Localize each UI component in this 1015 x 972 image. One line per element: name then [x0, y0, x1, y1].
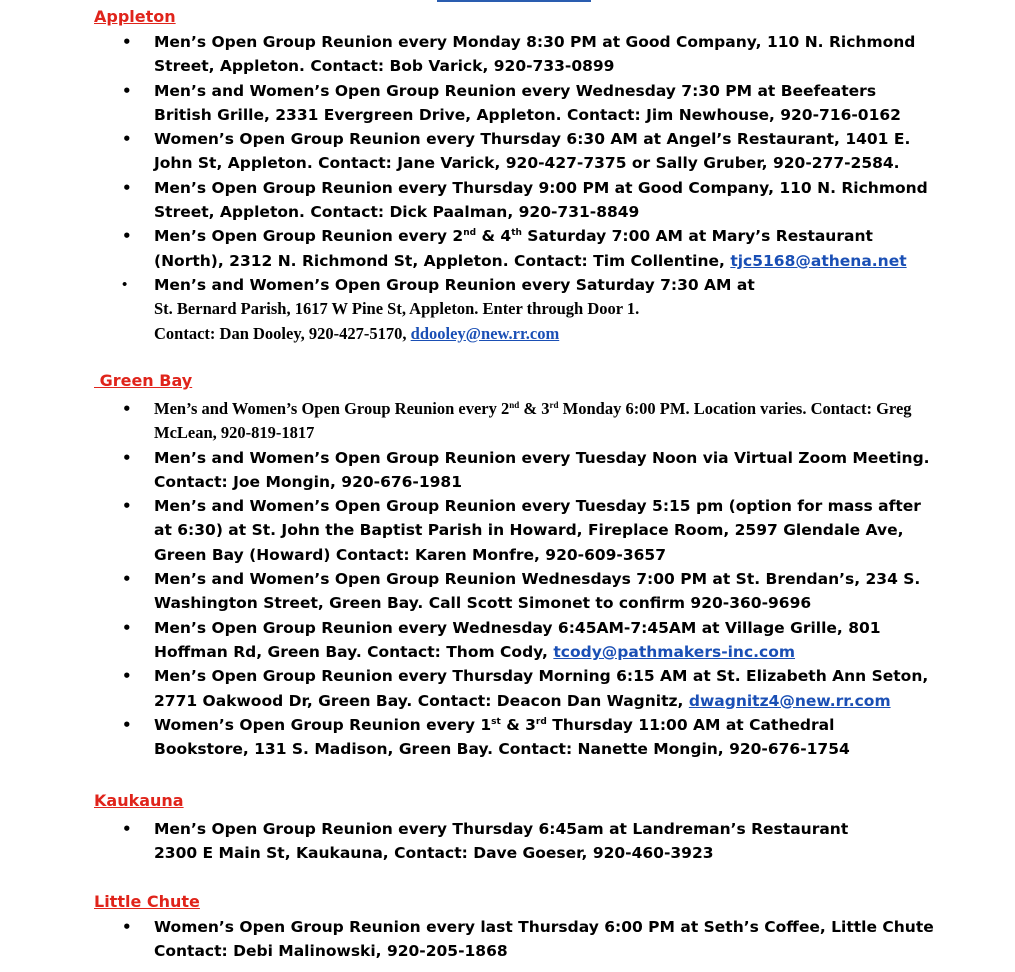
- ordinal-suffix: st: [491, 716, 501, 727]
- meeting-text: [154, 664, 934, 713]
- bullet-icon: •: [122, 276, 128, 293]
- text-part: Men’s and Women’s Open Group Reunion every 2: [154, 399, 510, 418]
- bullet-icon: •: [122, 570, 132, 589]
- email-link[interactable]: tcody@pathmakers-inc.com: [553, 642, 796, 661]
- meeting-text-line: St. Bernard Parish, 1617 W Pine St, Appleton. Enter through Door 1.: [154, 299, 640, 319]
- meeting-text: Men’s Open Group Reunion every Monday 8:30 PM at Good Company, 110 N. Richmond Street, Appleton. Contact: Bob Varick, 920-733-0899: [154, 33, 916, 76]
- text-part: Saturday 7:00 AM at Mary’s Restaurant (North), 2312 N. Richmond St, Appleton. Contact: Tim Collentine,: [154, 227, 873, 270]
- meeting-text-line: Contact: Debi Malinowski, 920-205-1868: [154, 942, 508, 961]
- list-item: [0, 616, 934, 665]
- meeting-text: Men’s and Women’s Open Group Reunion every Wednesday 7:30 PM at Beefeaters British Grille, 2331 Evergreen Drive, Appleton. Contact: Jim Newhouse, 920-716-0162: [154, 81, 901, 124]
- text-part: Thursday 11:00 AM at Cathedral Bookstore, 131 S. Madison, Green Bay. Contact: Nanette Mongin, 920-676-1754: [154, 715, 850, 759]
- meeting-list-green-bay: [0, 397, 1015, 761]
- list-item: [0, 273, 934, 346]
- email-link[interactable]: ddooley@new.rr.com: [410, 323, 560, 343]
- list-item: [0, 446, 934, 495]
- top-rule: [437, 0, 591, 2]
- list-item: [0, 664, 934, 713]
- text-part: Men’s Open Group Reunion every Wednesday 6:45AM-7:45AM at Village Grille, 801 Hoffman Rd, Green Bay. Contact: Thom Cody,: [154, 618, 881, 661]
- list-item: [0, 224, 934, 273]
- ordinal-suffix: nd: [509, 400, 520, 410]
- bullet-icon: •: [122, 618, 132, 637]
- meeting-text: [154, 224, 934, 273]
- email-link[interactable]: tjc5168@athena.net: [730, 251, 907, 270]
- meeting-text-line: Women’s Open Group Reunion every last Thursday 6:00 PM at Seth’s Coffee, Little Chute: [154, 918, 934, 936]
- ordinal-suffix: nd: [463, 228, 477, 239]
- bullet-icon: •: [122, 178, 132, 197]
- meeting-text: [154, 713, 934, 762]
- meeting-text: [154, 616, 934, 665]
- list-item: [0, 127, 934, 176]
- meeting-text: Men’s Open Group Reunion every Thursday 9:00 PM at Good Company, 110 N. Richmond Street, Appleton. Contact: Dick Paalman, 920-731-8849: [154, 178, 928, 222]
- ordinal-suffix: rd: [535, 716, 547, 727]
- list-item: [0, 176, 934, 225]
- bullet-icon: •: [122, 130, 132, 149]
- meeting-text-line: Men’s and Women’s Open Group Reunion every Saturday 7:30 AM at: [154, 275, 755, 294]
- meeting-text-line: Men’s Open Group Reunion every Thursday 6:45am at Landreman’s Restaurant: [154, 820, 849, 838]
- list-item: [0, 30, 934, 79]
- meeting-text-line: [154, 322, 934, 346]
- meeting-text: Men’s and Women’s Open Group Reunion every Tuesday 5:15 pm (option for mass after at 6:30) at St. John the Baptist Parish in Howard, Fireplace Room, 2597 Glendale Ave, Green Bay (Howard) Contact: Karen Monfre, 920-609-3657: [154, 497, 921, 564]
- bullet-icon: •: [122, 81, 132, 100]
- text-part: Contact: Dan Dooley, 920-427-5170,: [154, 323, 411, 343]
- section-heading-kaukauna: Kaukauna: [94, 791, 184, 810]
- meeting-text-line: 2300 E Main St, Kaukauna, Contact: Dave Goeser, 920-460-3923: [154, 844, 714, 863]
- bullet-icon: •: [122, 715, 132, 734]
- section-heading-little-chute: Little Chute: [94, 892, 200, 911]
- text-part: & 3: [500, 715, 536, 734]
- text-part: Men’s Open Group Reunion every 2: [154, 227, 464, 246]
- bullet-icon: •: [122, 400, 132, 418]
- text-part: Monday 6:00 PM. Location varies. Contact: Greg McLean, 920-819-1817: [154, 399, 912, 443]
- bullet-icon: •: [122, 918, 132, 936]
- section-heading-appleton: Appleton: [94, 7, 176, 26]
- bullet-icon: •: [122, 33, 132, 51]
- list-item: [0, 915, 934, 964]
- email-link[interactable]: dwagnitz4@new.rr.com: [688, 691, 891, 710]
- list-item: [0, 567, 934, 616]
- bullet-icon: •: [122, 820, 132, 838]
- ordinal-suffix: rd: [549, 400, 559, 410]
- list-item: [0, 713, 934, 762]
- text-part: & 4: [476, 227, 512, 246]
- bullet-icon: •: [122, 448, 132, 467]
- bullet-icon: •: [122, 667, 132, 686]
- bullet-icon: •: [122, 227, 132, 246]
- list-item: [0, 397, 934, 446]
- section-heading-green-bay: Green Bay: [94, 371, 193, 390]
- list-item: [0, 494, 934, 567]
- list-item: [0, 79, 934, 128]
- meeting-list-appleton: [0, 30, 1015, 346]
- text-part: Women’s Open Group Reunion every 1: [154, 715, 492, 734]
- bullet-icon: •: [122, 497, 132, 516]
- meeting-list-kaukauna: [0, 817, 1015, 866]
- meeting-list-little-chute: [0, 915, 1015, 964]
- list-item: [0, 817, 934, 866]
- ordinal-suffix: th: [511, 228, 522, 239]
- text-part: Men’s Open Group Reunion every Thursday Morning 6:15 AM at St. Elizabeth Ann Seton, 2771 Oakwood Dr, Green Bay. Contact: Deacon Dan Wagnitz,: [154, 667, 929, 710]
- text-part: & 3: [519, 399, 550, 418]
- meeting-text: Women’s Open Group Reunion every Thursday 6:30 AM at Angel’s Restaurant, 1401 E. John St, Appleton. Contact: Jane Varick, 920-427-7375 or Sally Gruber, 920-277-2584.: [154, 130, 911, 173]
- meeting-text: Men’s and Women’s Open Group Reunion every Tuesday Noon via Virtual Zoom Meeting. Contact: Joe Mongin, 920-676-1981: [154, 448, 930, 491]
- meeting-text: [154, 397, 934, 446]
- meeting-text: Men’s and Women’s Open Group Reunion Wednesdays 7:00 PM at St. Brendan’s, 234 S. Washington Street, Green Bay. Call Scott Simonet to confirm 920-360-9696: [154, 570, 921, 613]
